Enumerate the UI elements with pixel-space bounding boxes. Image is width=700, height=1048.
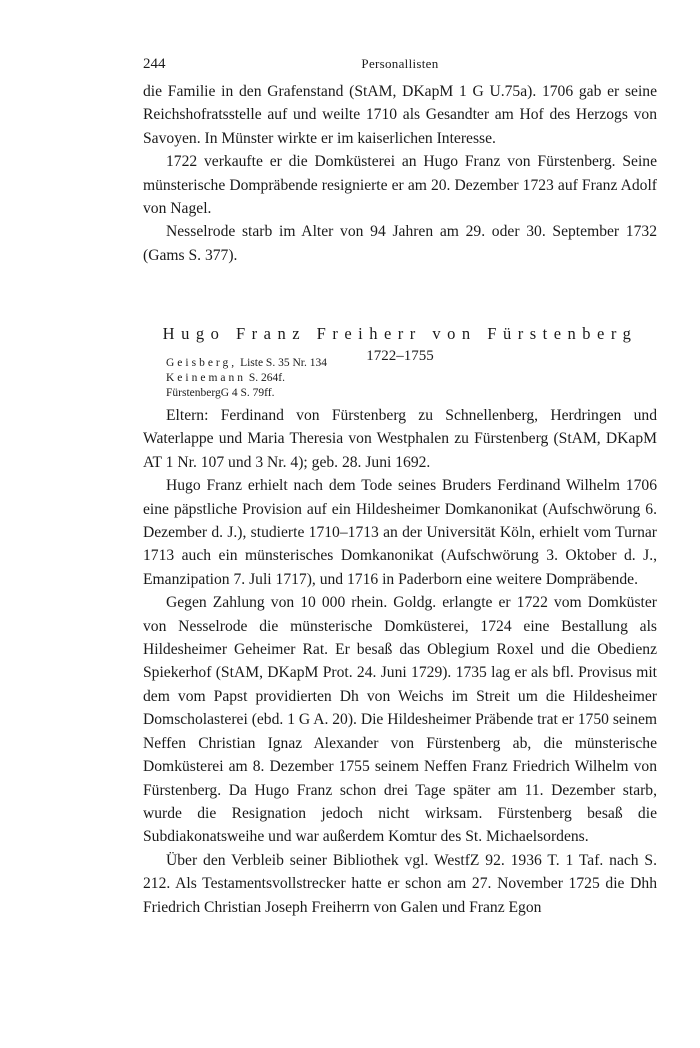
source-line <box>166 371 586 386</box>
source-line <box>166 356 586 371</box>
running-head <box>143 56 657 74</box>
source-references <box>166 356 586 401</box>
source-ref: S. 264f. <box>248 372 285 384</box>
paragraph: Nesselrode starb im Alter von 94 Jahren am 29. oder 30. September 1732 (Gams S. 377). <box>143 223 657 264</box>
source-line <box>166 386 586 401</box>
paragraph: Hugo Franz erhielt nach dem Tode seines Bruders Ferdinand Wilhelm 1706 eine päpstliche Provision auf ein Hildesheimer Domkanonikat (Aufschwörung 6. Dezember d. J.), studierte 1710–1713 an der Universität Köln, erhielt vom Turnar 1713 auch ein münsterisches Domkanonikat (Aufschwörung 3. Oktober d. J., Emanzipation 7. Juli 1717), und 1716 in Paderborn eine weitere Dompräbende. <box>143 477 657 588</box>
paragraph: Gegen Zahlung von 10 000 rhein. Goldg. erlangte er 1722 vom Domküster von Nesselrode die münsterische Domküsterei, 1724 eine Bestallung als Hildesheimer Geheimer Rat. Er besaß das Oblegium Roxel und die Obedienz Spiekerhof (StAM, DKapM Prot. 24. Juni 1729). 1735 lag er als bfl. Provisus mit dem vom Papst providierten Dh von Weichs im Streit um die Hildesheimer Domscholasterei (ebd. 1 G A. 20). Die Hildesheimer Präbende trat er 1750 seinem Neffen Christian Ignaz Alexander von Fürstenberg ab, die münsterische Domküsterei am 8. Dezember 1755 seinem Neffen Franz Friedrich Wilhelm von Fürstenberg. Da Hugo Franz schon drei Tage später am 11. Dezember starb, wurde die Resignation jedoch nicht wirksam. Fürstenberg besaß die Subdiakonatsweihe und war außerdem Komtur des St. Michaelsordens. <box>143 594 658 846</box>
continued-entry-text <box>143 80 657 267</box>
entry-body-text <box>143 404 657 919</box>
source-author: Keinemann <box>166 372 247 384</box>
source-author: Geisberg, <box>166 357 238 369</box>
source-ref: Liste S. 35 Nr. 134 <box>240 357 327 369</box>
paragraph: Über den Verbleib seiner Bibliothek vgl. WestfZ 92. 1936 T. 1 Taf. nach S. 212. Als Testamentsvollstrecker hatte er schon am 27. November 1725 die Dhh Friedrich Christian Joseph Freiherrn von Galen und Franz Egon <box>143 851 657 916</box>
entry-name: Hugo Franz Freiherr von Fürstenberg <box>162 324 638 343</box>
paragraph: 1722 verkaufte er die Domküsterei an Hugo Franz von Fürstenberg. Seine münsterische Dompräbende resignierte er am 20. Dezember 1723 auf Franz Adolf von Nagel. <box>143 153 657 218</box>
running-title: Personallisten <box>361 56 439 71</box>
source-ref: FürstenbergG 4 S. 79ff. <box>166 387 275 399</box>
paragraph: Eltern: Ferdinand von Fürstenberg zu Schnellenberg, Herdringen und Waterlappe und Maria Theresia von Westphalen zu Fürstenberg (StAM, DKapM AT 1 Nr. 107 und 3 Nr. 4); geb. 28. Juni 1692. <box>143 407 657 471</box>
paragraph: die Familie in den Grafenstand (StAM, DKapM 1 G U.75a). 1706 gab er seine Reichshofratsstelle auf und weilte 1710 als Gesandter am Hof des Herzogs von Savoyen. In Münster wirkte er im kaiserlichen Interesse. <box>143 83 657 147</box>
page-number: 244 <box>143 56 166 72</box>
entry-years: 1722–1755 <box>366 348 434 364</box>
